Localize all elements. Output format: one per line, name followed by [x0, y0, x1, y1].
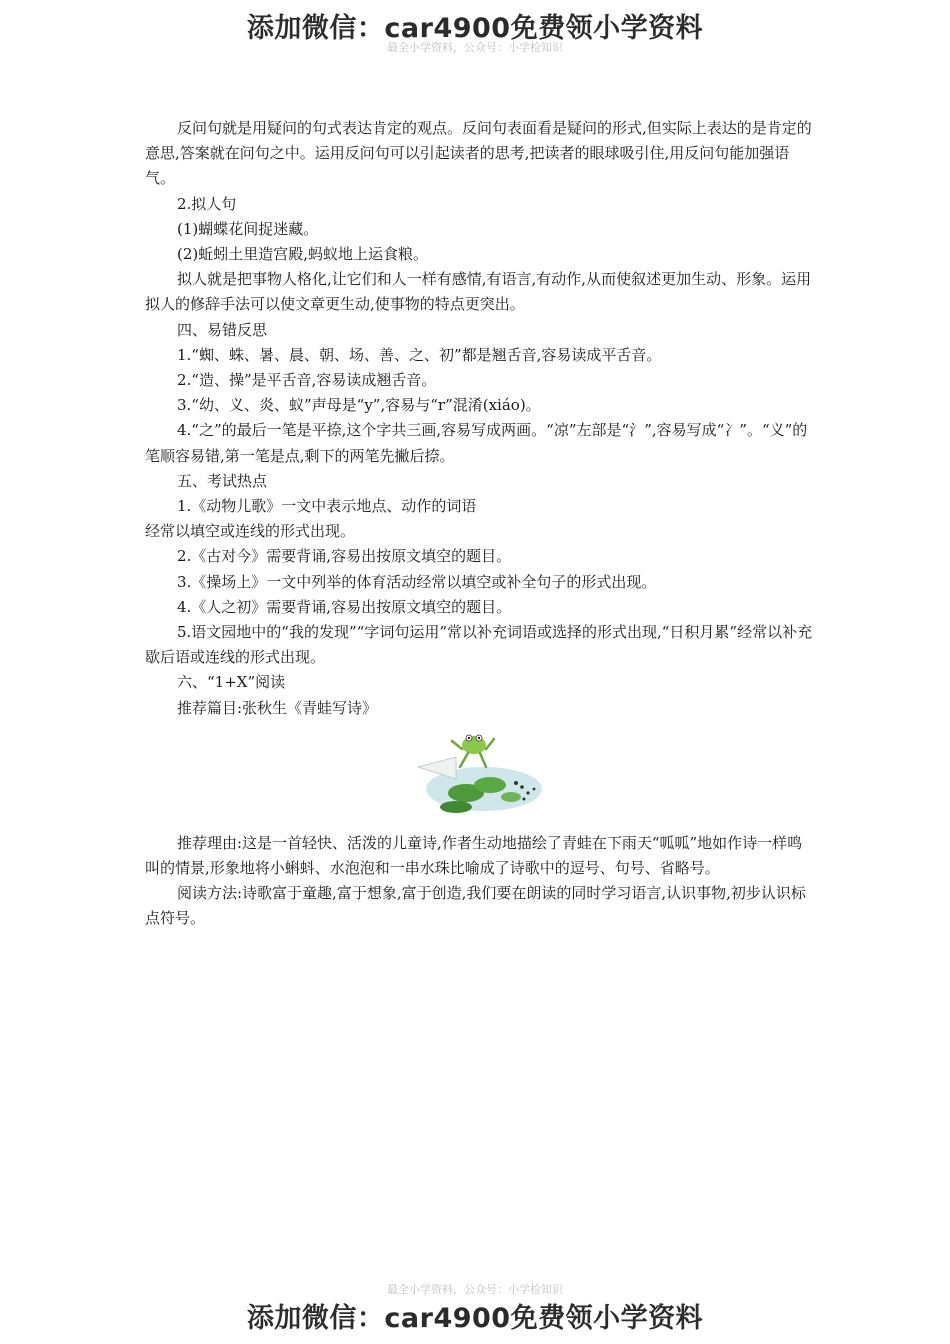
recommended-title: 推荐篇目:张秋生《青蛙写诗》 — [177, 698, 378, 717]
frog-on-lilypad-icon — [416, 727, 546, 817]
exam-item-1: 1.《动物儿歌》一文中表示地点、动作的词语 — [177, 497, 477, 516]
example-1: (1)蝴蝶花间捉迷藏。 — [177, 219, 319, 238]
frog-illustration — [145, 727, 817, 823]
exam-item-2: 2.《古对今》需要背诵,容易出按原文填空的题目。 — [177, 547, 512, 566]
faint-footer-text: 最全小学资料，公众号：小学检知识 — [387, 1283, 563, 1296]
mistake-item-1: 1.“蜘、蛛、暑、晨、朝、场、善、之、初”都是翘舌音,容易读成平舌音。 — [177, 345, 662, 364]
example-2: (2)蚯蚓土里造宫殿,蚂蚁地上运食粮。 — [177, 245, 429, 264]
mistake-item-2: 2.“造、操”是平舌音,容易读成翘舌音。 — [177, 371, 437, 390]
exam-item-5: 5.语文园地中的“我的发现”“字词句运用”常以补充词语或选择的形式出现,“日积月累”经常以补充歇后语或连线的形式出现。 — [145, 623, 813, 667]
recommendation-reason: 推荐理由:这是一首轻快、活泼的儿童诗,作者生动地描绘了青蛙在下雨天“呱呱”地如作诗一样鸣叫的情景,形象地将小蝌蚪、水泡泡和一串水珠比喻成了诗歌中的逗号、句号、省略号。 — [145, 833, 803, 878]
reading-method: 阅读方法:诗歌富于童趣,富于想象,富于创造,我们要在朗读的同时学习语言,认识事物,初步认识标点符号。 — [145, 884, 806, 928]
paragraph-personification: 拟人就是把事物人格化,让它们和人一样有感情,有语言,有动作,从而使叙述更加生动、形象。运用拟人的修辞手法可以使文章更生动,使事物的特点更突出。 — [145, 270, 812, 314]
document-body — [145, 116, 817, 932]
mistake-item-3: 3.“幼、义、炎、蚁”声母是“y”,容易与“r”混淆(xiáo)。 — [177, 396, 541, 415]
exam-item-4: 4.《人之初》需要背诵,容易出按原文填空的题目。 — [177, 597, 512, 616]
section-heading-exam: 五、考试热点 — [177, 471, 268, 490]
watermark-banner-top: 添加微信：car4900免费领小学资料 — [246, 13, 704, 44]
watermark-banner-bottom: 添加微信：car4900免费领小学资料 — [246, 1303, 704, 1334]
section-heading-mistakes: 四、易错反思 — [177, 320, 268, 339]
heading-personification: 2.拟人句 — [177, 194, 237, 213]
section-heading-reading: 六、“1+X”阅读 — [177, 673, 286, 692]
faint-header-text: 最全小学资料，公众号：小学检知识 — [387, 41, 563, 54]
mistake-item-4: 4.“之”的最后一笔是平捺,这个字共三画,容易写成两画。“凉”左部是“氵”,容易写成“冫”。“义”的笔顺容易错,第一笔是点,剩下的两笔先撇后捺。 — [145, 421, 808, 465]
exam-item-1-cont: 经常以填空或连线的形式出现。 — [145, 522, 356, 541]
exam-item-3: 3.《操场上》一文中列举的体育活动经常以填空或补全句子的形式出现。 — [177, 572, 657, 591]
paragraph-rhetorical-question: 反问句就是用疑问的句式表达肯定的观点。反问句表面看是疑问的形式,但实际上表达的是肯定的意思,答案就在问句之中。运用反问句可以引起读者的思考,把读者的眼球吸引住,用反问句能加强语气。 — [145, 119, 812, 188]
